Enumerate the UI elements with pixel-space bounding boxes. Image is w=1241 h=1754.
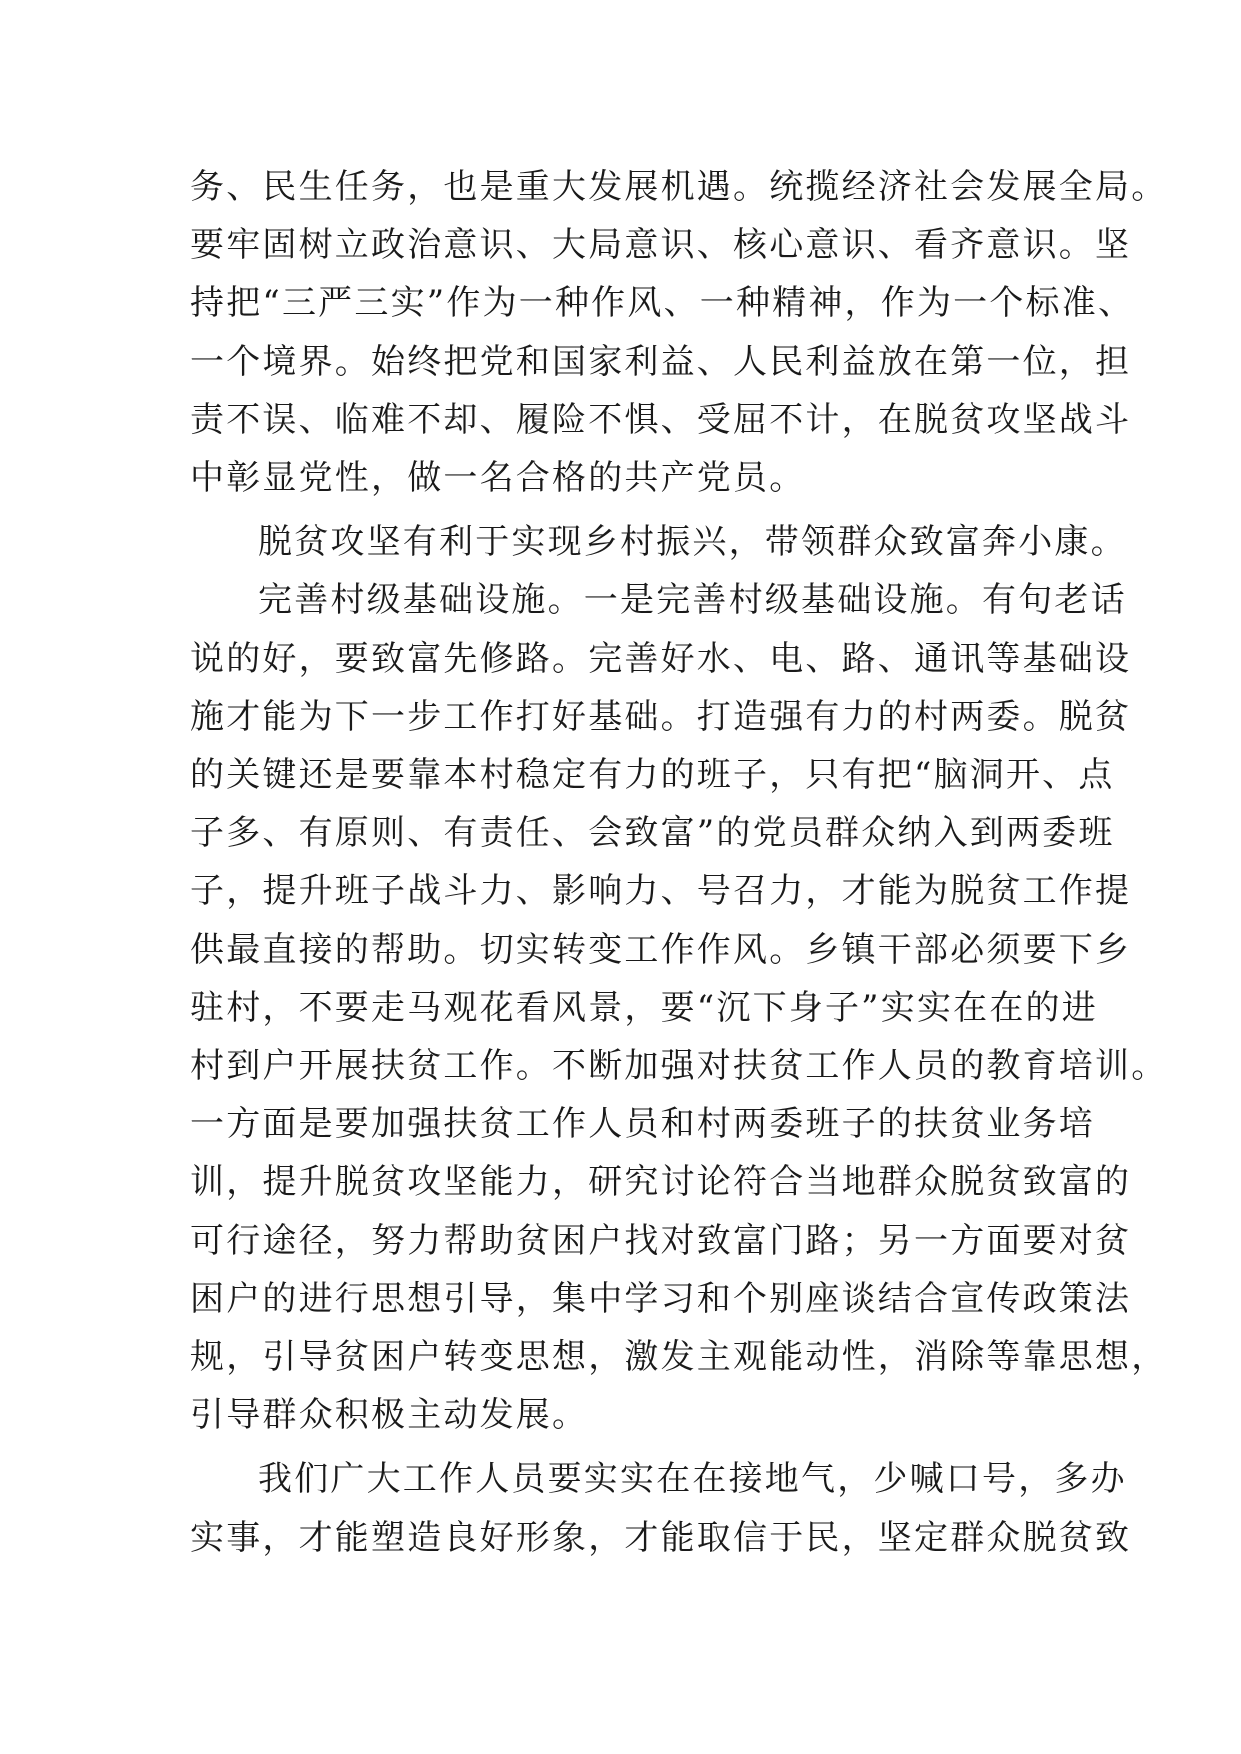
text-line: 驻村，不要走马观花看风景，要“沉下身子”实实在在的进 [190, 987, 1098, 1028]
text-line: 施才能为下一步工作打好基础。打造强有力的村两委。脱贫 [190, 696, 1132, 737]
text-line: 供最直接的帮助。切实转变工作作风。乡镇干部必须要下乡 [190, 929, 1132, 970]
body-text [190, 158, 1168, 1567]
text-line: 子，提升班子战斗力、影响力、号召力，才能为脱贫工作提 [190, 871, 1132, 912]
text-line: 引导群众积极主动发展。 [190, 1395, 589, 1436]
text-line: 困户的进行思想引导，集中学习和个别座谈结合宣传政策法 [190, 1278, 1132, 1319]
text-line: 一方面是要加强扶贫工作人员和村两委班子的扶贫业务培 [190, 1104, 1095, 1145]
text-line: 训，提升脱贫攻坚能力，研究讨论符合当地群众脱贫致富的 [190, 1162, 1132, 1203]
text-line: 村到户开展扶贫工作。不断加强对扶贫工作人员的教育培训。 [190, 1046, 1168, 1087]
paragraph-4 [190, 1450, 1132, 1566]
text-line: 持把“三严三实”作为一种作风、一种精神，作为一个标准、 [190, 283, 1135, 324]
text-line: 实事，才能塑造良好形象，才能取信于民，坚定群众脱贫致 [190, 1517, 1132, 1558]
text-line: 务、民生任务，也是重大发展机遇。统揽经济社会发展全局。 [190, 167, 1168, 207]
text-line: 的关键还是要靠本村稳定有力的班子，只有把“脑洞开、点 [190, 755, 1115, 796]
paragraph-2 [190, 513, 1127, 571]
text-line: 说的好，要致富先修路。完善好水、电、路、通讯等基础设 [190, 638, 1132, 679]
text-line: 要牢固树立政治意识、大局意识、核心意识、看齐意识。坚 [190, 225, 1132, 266]
paragraph-1 [190, 158, 1168, 507]
text-line: 责不误、临难不却、履险不惧、受屈不计，在脱贫攻坚战斗 [190, 399, 1132, 440]
text-line: 脱贫攻坚有利于实现乡村振兴，带领群众致富奔小康。 [258, 522, 1127, 563]
text-line: 一个境界。始终把党和国家利益、人民利益放在第一位，担 [190, 341, 1132, 382]
text-line: 子多、有原则、有责任、会致富”的党员群众纳入到两委班 [190, 813, 1115, 854]
text-line: 中彰显党性，做一名合格的共产党员。 [190, 458, 806, 499]
paragraph-3 [190, 571, 1168, 1444]
text-line: 我们广大工作人员要实实在在接地气，少喊口号，多办 [258, 1459, 1127, 1500]
text-line: 可行途径，努力帮助贫困户找对致富门路；另一方面要对贫 [190, 1220, 1132, 1261]
text-line: 规，引导贫困户转变思想，激发主观能动性，消除等靠思想， [190, 1337, 1168, 1378]
text-line: 完善村级基础设施。一是完善村级基础设施。有句老话 [258, 580, 1127, 621]
